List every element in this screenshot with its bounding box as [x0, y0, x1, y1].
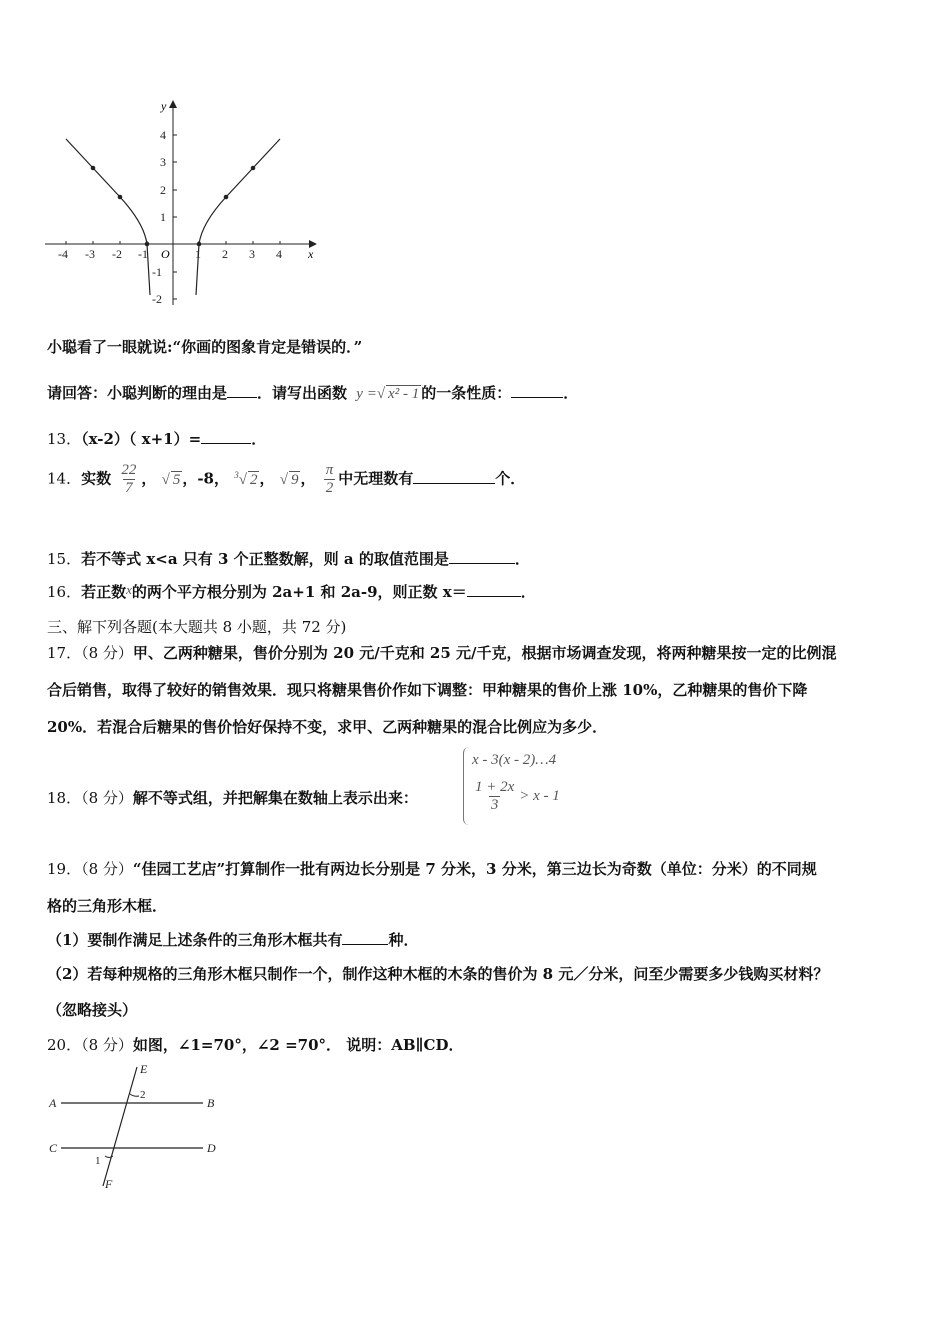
- inequality-system: [463, 747, 594, 825]
- line-ef: [103, 1067, 137, 1186]
- question-number: 18．: [47, 789, 82, 807]
- question-19-part2: （2）若每种规格的三角形木框只制作一个，制作这种木框的木条的售价为 8 元／分米，问至少需要多少钱购买材料？: [47, 965, 829, 983]
- point-label-e: E: [140, 1062, 148, 1076]
- y-tick-label: -1: [152, 265, 162, 279]
- answer-blank-reason[interactable]: [227, 383, 257, 398]
- question-20: 20．（8 分）如图，∠1=70°，∠2 =70°． 说明：AB∥CD．: [47, 1036, 464, 1054]
- cube-root-2: $^3$√ 2: [234, 469, 258, 488]
- xiaocong-remark: 小聪看了一眼就说:“你画的图象肯定是错误的．”: [47, 338, 363, 356]
- angle-2-arc: [130, 1094, 139, 1096]
- q15-answer-blank[interactable]: [449, 549, 515, 564]
- y-tick-label: 4: [160, 128, 166, 142]
- question-number: 15．: [47, 550, 82, 568]
- question-13: 13．（x-2）（ x+1）= ．: [47, 430, 267, 448]
- q14-answer-blank[interactable]: [413, 469, 495, 484]
- q19-answer-blank[interactable]: [342, 930, 388, 945]
- x-tick-label: 4: [276, 247, 282, 261]
- plot-point: [251, 166, 256, 171]
- x-axis-label: x: [308, 247, 314, 261]
- angle-1-arc: [105, 1156, 113, 1158]
- question-17-line3: 20%．若混合后糖果的售价恰好保持不变，求甲、乙两种糖果的混合比例应为多少．: [47, 718, 608, 736]
- question-number: 17．: [47, 644, 82, 662]
- plot-point: [145, 242, 150, 247]
- question-number: 16．: [47, 583, 82, 601]
- right-branch-curve: [196, 139, 280, 295]
- plot-point: [224, 195, 229, 200]
- variable-x: x: [126, 582, 132, 597]
- question-number: 13．: [47, 430, 82, 448]
- plot-point: [118, 195, 123, 200]
- point-label-b: B: [207, 1096, 215, 1110]
- sqrt-9: √ 9: [279, 471, 299, 488]
- function-expression: y =√ x² - 1: [356, 386, 420, 402]
- plot-point: [91, 166, 96, 171]
- point-label-f: F: [105, 1177, 113, 1191]
- question-number: 20．: [47, 1036, 82, 1054]
- answer-blank-property[interactable]: [511, 383, 563, 398]
- inequality-2: $\frac{1 + 2x}{3}$ > x - 1: [475, 779, 560, 813]
- question-19-line2: 格的三角形木框．: [47, 897, 168, 915]
- y-tick-label: 1: [160, 210, 166, 224]
- x-tick-label: -1: [138, 247, 148, 261]
- question-number: 14．: [47, 469, 82, 488]
- origin-label: O: [161, 247, 170, 261]
- point-label-c: C: [49, 1141, 58, 1155]
- question-15: 15．若不等式 x<a 只有 3 个正整数解，则 a 的取值范围是 ．: [47, 550, 530, 568]
- function-graph: [40, 95, 330, 310]
- answer-prompt-part3: 的一条性质：: [421, 384, 512, 402]
- q16-answer-blank[interactable]: [467, 582, 521, 597]
- left-branch-curve: [66, 139, 150, 295]
- x-tick-label: 1: [195, 247, 201, 261]
- y-axis-label: y: [161, 99, 167, 113]
- inequality-1: x - 3(x - 2)…4: [472, 752, 557, 768]
- answer-prompt-part2: ．请写出函数: [257, 384, 348, 402]
- question-19-note: （忽略接头）: [47, 1001, 138, 1019]
- section-heading: 三、解下列各题(本大题共 8 小题，共 72 分): [47, 618, 347, 636]
- question-16: 16．若正数x的两个平方根分别为 2a+1 和 2a-9，则正数 x＝ ．: [47, 582, 536, 601]
- angle-2-label: 2: [140, 1089, 146, 1101]
- answer-prompt-part1: 请回答：小聪判断的理由是: [47, 384, 228, 402]
- y-tick-label: 2: [160, 183, 166, 197]
- question-number: 19．: [47, 860, 82, 878]
- x-tick-label: -2: [112, 247, 122, 261]
- question-17-line2: 合后销售，取得了较好的销售效果．现只将糖果售价作如下调整：甲种糖果的售价上涨 10%，乙种糖果的售价下降: [47, 681, 808, 699]
- angle-1-label: 1: [95, 1155, 101, 1167]
- answer-prompt-line: 请回答：小聪判断的理由是 ．请写出函数 y =√ x² - 1 的一条性质： ．: [47, 384, 579, 402]
- parallel-lines-figure: [45, 1062, 225, 1192]
- question-18: 18．（8 分）解不等式组，并把解集在数轴上表示出来：: [47, 789, 418, 807]
- x-tick-label: -3: [85, 247, 95, 261]
- question-19-part1: （1）要制作满足上述条件的三角形木框共有 种．: [47, 931, 419, 949]
- question-19-line1: 19．（8 分）“佳园工艺店”打算制作一批有两边长分别是 7 分米，3 分米，第三边长为奇数（单位：分米）的不同规: [47, 860, 817, 878]
- sqrt-5: √ 5: [161, 471, 181, 488]
- x-tick-label: 2: [222, 247, 228, 261]
- x-tick-label: 3: [249, 247, 255, 261]
- y-tick-label: -2: [152, 292, 162, 306]
- y-tick-label: 3: [160, 155, 166, 169]
- point-label-a: A: [49, 1096, 57, 1110]
- fraction-22-over-7: $\frac{22}{7}$: [121, 462, 137, 496]
- q13-answer-blank[interactable]: [201, 429, 251, 444]
- point-label-d: D: [207, 1141, 216, 1155]
- fraction-pi-over-2: $\frac{\pi}{2}$: [325, 462, 334, 496]
- question-14: 14．实数 $\frac{22}{7}$ ， √ 5 ，-8， $^3$√ 2 ， √ 9 ， $\frac{\pi}{2}$ 中无理数有 个．: [47, 462, 526, 496]
- plot-point: [197, 242, 202, 247]
- x-tick-label: -4: [58, 247, 68, 261]
- question-17-line1: 17．（8 分）甲、乙两种糖果，售价分别为 20 元/千克和 25 元/千克，根据市场调查发现，将两种糖果按一定的比例混: [47, 644, 837, 662]
